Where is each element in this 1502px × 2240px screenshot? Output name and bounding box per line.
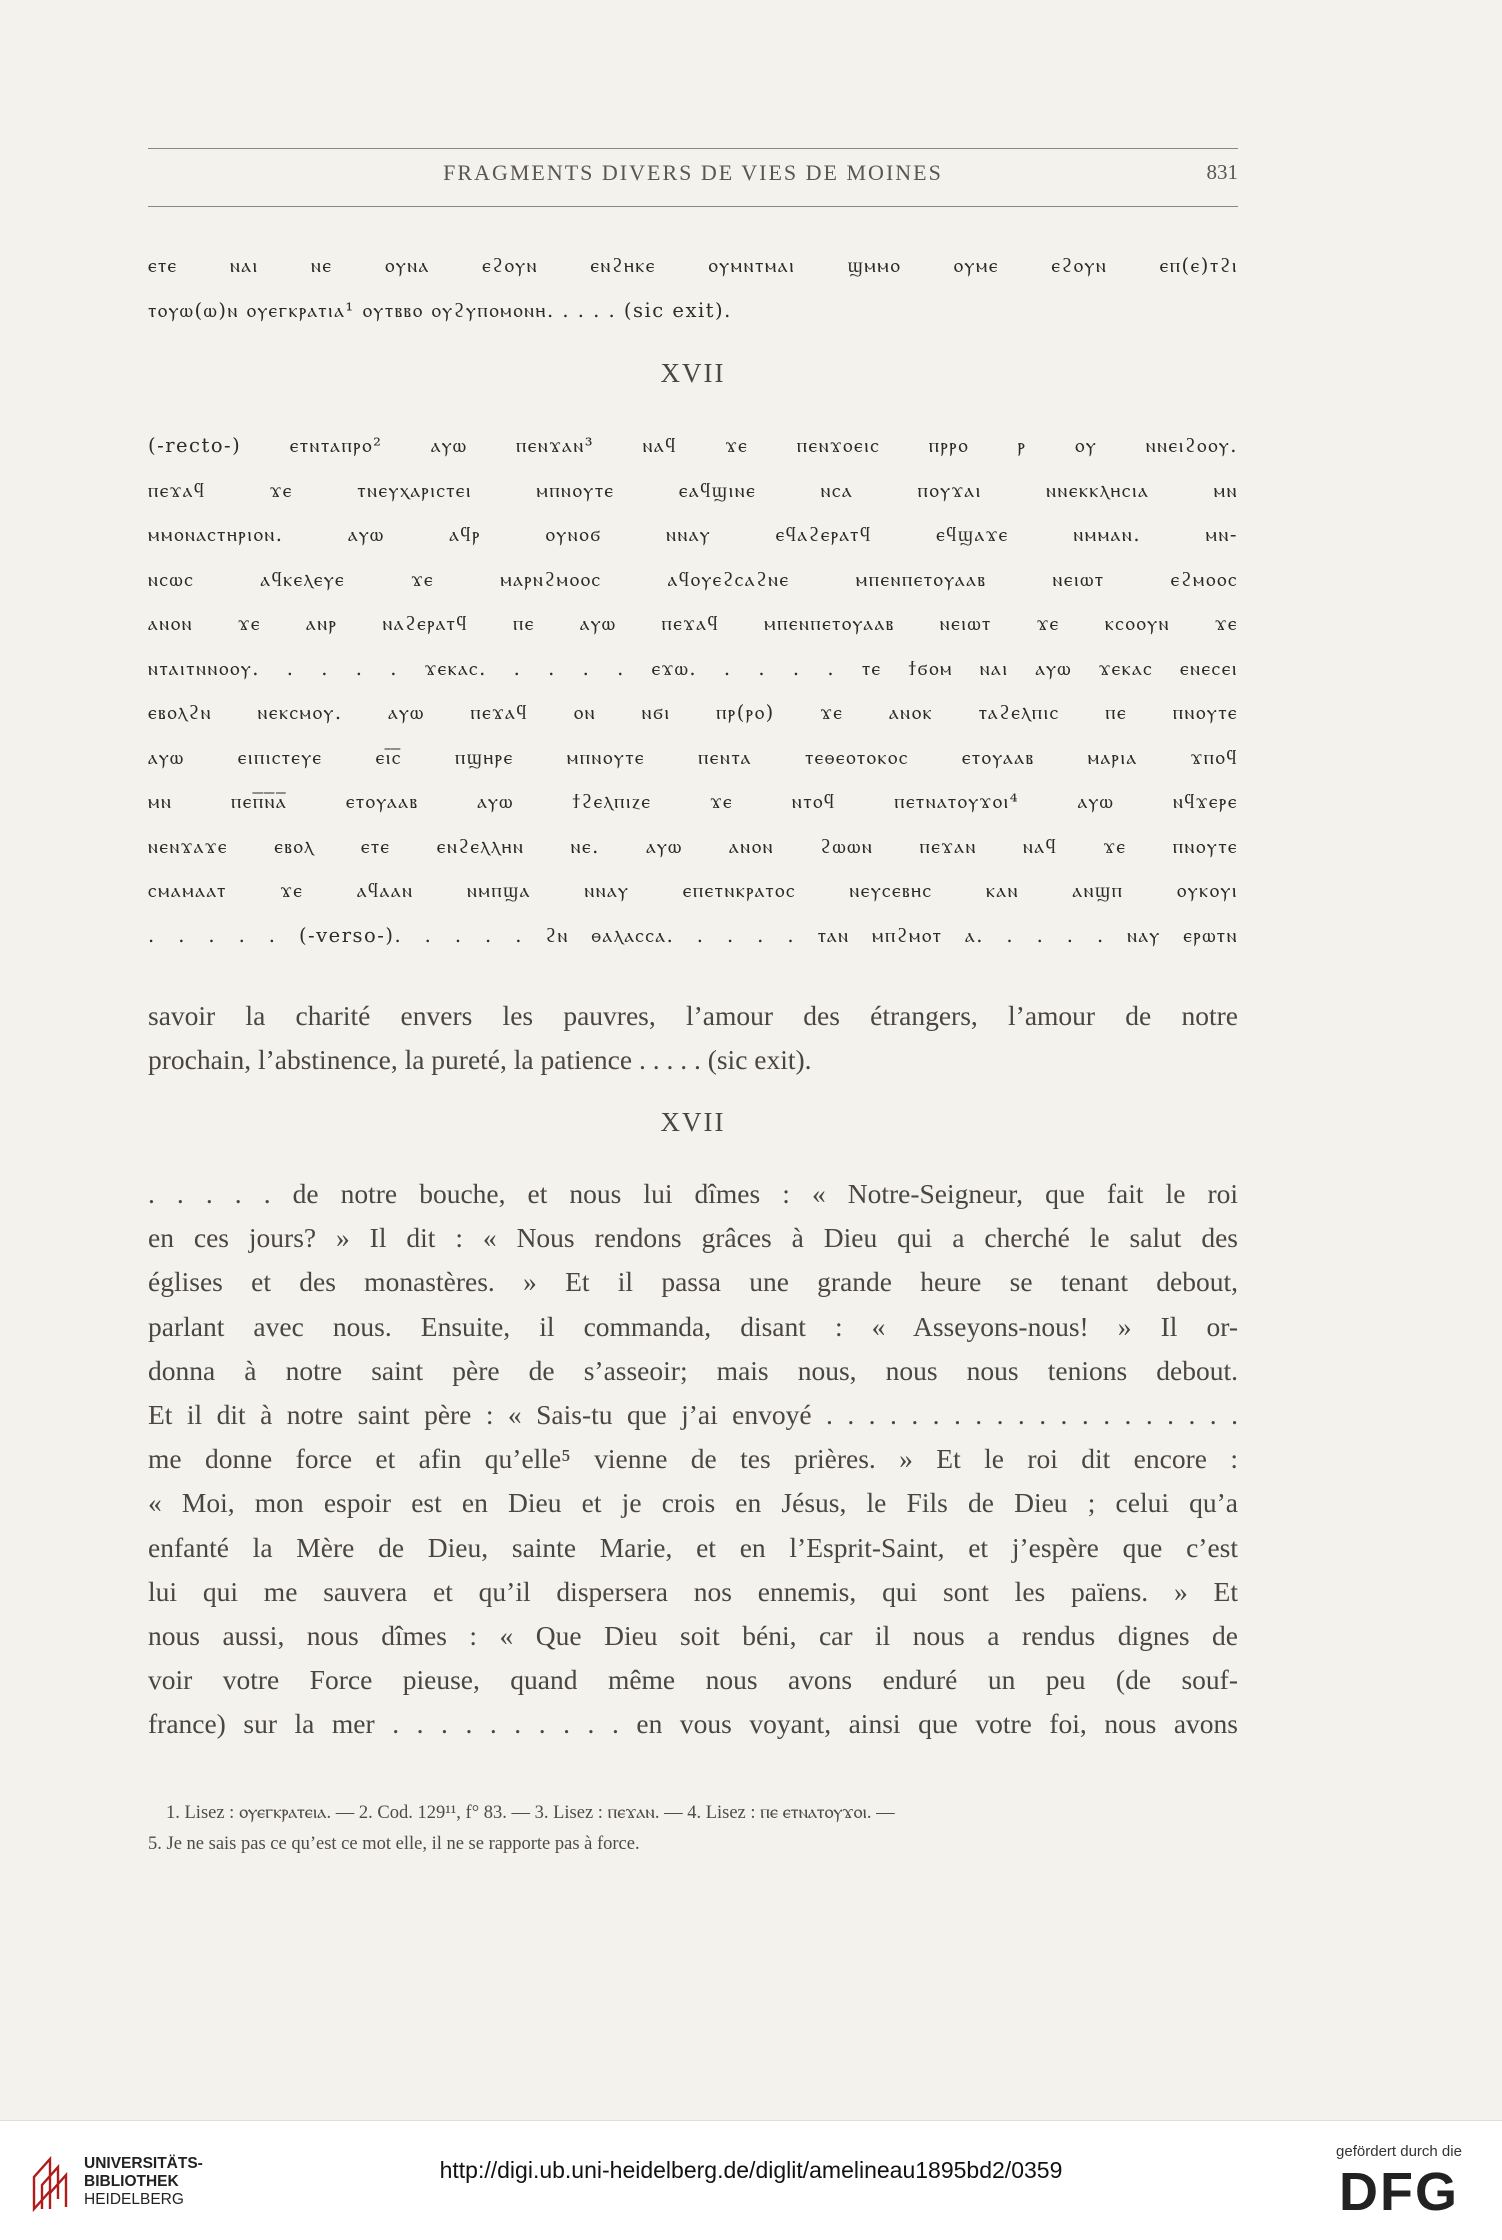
- french-text-main: [148, 1172, 1238, 1746]
- text-line: nous aussi, nous dîmes : « Que Dieu soit béni, car il nous a rendus dignes de: [148, 1619, 1238, 1651]
- text-line: ⲛⲉⲛϫⲁϫⲉ ⲉⲃⲟⲗ ⲉⲧⲉ ⲉⲛϩⲉⲗⲗⲏⲛ ⲛⲉ. ⲁⲩⲱ ⲁⲛⲟⲛ ϩⲱⲱⲛ ⲡⲉϫⲁⲛ ⲛⲁϥ ϫⲉ ⲡⲛⲟⲩⲧⲉ: [148, 834, 1238, 858]
- sponsor-block: [1324, 2143, 1474, 2220]
- footnotes: [148, 1798, 1238, 1860]
- text-line: ⲁⲩⲱ ⲉⲓⲡⲓⲥⲧⲉⲩⲉ ⲉⲓ̅ⲥ̅ ⲡϣⲏⲣⲉ ⲙⲡⲛⲟⲩⲧⲉ ⲡⲉⲛⲧⲁ ⲧⲉⲑⲉⲟⲧⲟⲕⲟⲥ ⲉⲧⲟⲩⲁⲁⲃ ⲙⲁⲣⲓⲁ ϫⲡⲟϥ: [148, 745, 1238, 769]
- viewer-footer: [0, 2120, 1502, 2240]
- text-line: ⲥⲙⲁⲙⲁⲁⲧ ϫⲉ ⲁϥⲁⲁⲛ ⲛⲙⲡϣⲁ ⲛⲛⲁⲩ ⲉⲡⲉⲧⲛⲕⲣⲁⲧⲟⲥ ⲛⲉⲩⲥⲉⲃⲏⲥ ⲕⲁⲛ ⲁⲛϣⲡ ⲟⲩⲕⲟⲩⲓ: [148, 879, 1238, 902]
- sponsor-label: gefördert durch die: [1336, 2143, 1462, 2160]
- text-line: savoir la charité envers les pauvres, l’amour des étrangers, l’amour de notre: [148, 1000, 1238, 1031]
- text-line: ⲛⲧⲁⲓⲧⲛⲛⲟⲟⲩ. . . . . ϫⲉⲕⲁⲥ. . . . . ⲉϫⲱ. . . . . ⲧⲉ ϯϭⲟⲙ ⲛⲁⲓ ⲁⲩⲱ ϫⲉⲕⲁⲥ ⲉⲛⲉⲥⲉⲓ: [148, 656, 1238, 680]
- text-line: ⲉⲃⲟⲗϩⲛ ⲛⲉⲕⲥⲙⲟⲩ. ⲁⲩⲱ ⲡⲉϫⲁϥ ⲟⲛ ⲛϭⲓ ⲡⲣ(ⲣⲟ) ϫⲉ ⲁⲛⲟⲕ ⲧⲁϩⲉⲗⲡⲓⲥ ⲡⲉ ⲡⲛⲟⲩⲧⲉ: [148, 701, 1238, 724]
- text-line: églises et des monastères. » Et il passa une grande heure se tenant debout,: [148, 1266, 1238, 1298]
- text-line: ⲧⲟⲩⲱ(ⲱ)ⲛ ⲟⲩⲉⲅⲕⲣⲁⲧⲓⲁ¹ ⲟⲩⲧⲃⲃⲟ ⲟⲩϩⲩⲡⲟⲙⲟⲛⲏ. . . . . (sic exit).: [148, 298, 732, 322]
- text-line: prochain, l’abstinence, la pureté, la patience . . . . . (sic exit).: [148, 1044, 812, 1076]
- dfg-logo: DFG: [1339, 2162, 1459, 2222]
- library-name-line: UNIVERSITÄTS-: [84, 2155, 203, 2172]
- text-line: lui qui me sauvera et qu’il dispersera nos ennemis, qui sont les païens. » Et: [148, 1575, 1238, 1607]
- text-line: donna à notre saint père de s’asseoir; mais nous, nous nous tenions debout.: [148, 1354, 1238, 1386]
- coptic-text-main: [148, 424, 1238, 958]
- text-line: ⲁⲛⲟⲛ ϫⲉ ⲁⲛⲣ ⲛⲁϩⲉⲣⲁⲧϥ ⲡⲉ ⲁⲩⲱ ⲡⲉϫⲁϥ ⲙⲡⲉⲛⲡⲉⲧⲟⲩⲁⲁⲃ ⲛⲉⲓⲱⲧ ϫⲉ ⲕⲥⲟⲟⲩⲛ ϫⲉ: [148, 612, 1238, 635]
- text-line: enfanté la Mère de Dieu, sainte Marie, et en l’Esprit-Saint, et j’espère que c’est: [148, 1531, 1238, 1563]
- footnote-line: 5. Je ne sais pas ce qu’est ce mot elle, il ne se rapporte pas à force.: [148, 1834, 640, 1854]
- footnote-line: 1. Lisez : ⲟⲩⲉⲅⲕⲣⲁⲧⲉⲓⲁ. — 2. Cod. 129¹¹, f° 83. — 3. Lisez : ⲡⲉϫⲁⲛ. — 4. Lisez : ⲡⲉ ⲉⲧⲛⲁⲧⲟⲩϫⲟⲓ. —: [166, 1803, 895, 1823]
- text-line: ⲛⲥⲱⲥ ⲁϥⲕⲉⲗⲉⲩⲉ ϫⲉ ⲙⲁⲣⲛϩⲙⲟⲟⲥ ⲁϥⲟⲩⲉϩⲥⲁϩⲛⲉ ⲙⲡⲉⲛⲡⲉⲧⲟⲩⲁⲁⲃ ⲛⲉⲓⲱⲧ ⲉϩⲙⲟⲟⲥ: [148, 567, 1238, 591]
- section-heading: XVII: [660, 1107, 726, 1137]
- text-line: ⲡⲉϫⲁϥ ϫⲉ ⲧⲛⲉⲩⲭⲁⲣⲓⲥⲧⲉⲓ ⲙⲡⲛⲟⲩⲧⲉ ⲉⲁϥϣⲓⲛⲉ ⲛⲥⲁ ⲡⲟⲩϫⲁⲓ ⲛⲛⲉⲕⲕⲗⲏⲥⲓⲁ ⲙⲛ: [148, 478, 1238, 502]
- text-line: ⲙⲛ ⲡⲉⲡ̅ⲛ̅ⲁ̅ ⲉⲧⲟⲩⲁⲁⲃ ⲁⲩⲱ ϯϩⲉⲗⲡⲓⲍⲉ ϫⲉ ⲛⲧⲟϥ ⲡⲉⲧⲛⲁⲧⲟⲩϫⲟⲓ⁴ ⲁⲩⲱ ⲛϥϫⲉⲣⲉ: [148, 790, 1238, 813]
- text-line: « Moi, mon espoir est en Dieu et je crois en Jésus, le Fils de Dieu ; celui qu’a: [148, 1487, 1238, 1519]
- text-line: ⲉⲧⲉ ⲛⲁⲓ ⲛⲉ ⲟⲩⲛⲁ ⲉϩⲟⲩⲛ ⲉⲛϩⲏⲕⲉ ⲟⲩⲙⲛⲧⲙⲁⲓ ϣⲙⲙⲟ ⲟⲩⲙⲉ ⲉϩⲟⲩⲛ ⲉⲡ(ⲉ)ⲧϩⲓ: [148, 254, 1238, 277]
- text-line: france) sur la mer . . . . . . . . . . en vous voyant, ainsi que votre foi, nous avons: [148, 1708, 1238, 1740]
- header-rule-top: [148, 148, 1238, 149]
- library-name-line: HEIDELBERG: [84, 2191, 184, 2208]
- text-line: Et il dit à notre saint père : « Sais-tu que j’ai envoyé . . . . . . . . . . . . . . . . . . . .: [148, 1398, 1238, 1430]
- running-title: FRAGMENTS DIVERS DE VIES DE MOINES: [443, 160, 943, 185]
- text-line: (-recto-) ⲉⲧⲛⲧⲁⲡⲣⲟ² ⲁⲩⲱ ⲡⲉⲛϫⲁⲛ³ ⲛⲁϥ ϫⲉ ⲡⲉⲛϫⲟⲉⲓⲥ ⲡⲣⲣⲟ ⲣ ⲟⲩ ⲛⲛⲉⲓϩⲟⲟⲩ.: [148, 434, 1238, 457]
- text-line: . . . . . de notre bouche, et nous lui dîmes : « Notre-Seigneur, que fait le roi: [148, 1178, 1238, 1209]
- french-text-top: [148, 994, 1238, 1082]
- page-number: 831: [1206, 160, 1238, 184]
- coptic-text-top: [148, 244, 1238, 333]
- text-line: voir votre Force pieuse, quand même nous avons enduré un peu (de souf-: [148, 1664, 1238, 1696]
- text-line: me donne force et afin qu’elle⁵ vienne de tes prières. » Et le roi dit encore :: [148, 1443, 1238, 1475]
- library-name-line: BIBLIOTHEK: [84, 2173, 179, 2190]
- section-heading: XVII: [660, 358, 726, 388]
- permalink-url[interactable]: http://digi.ub.uni-heidelberg.de/diglit/amelineau1895bd2/0359: [439, 2157, 1063, 2183]
- header-rule-bottom: [148, 206, 1238, 207]
- text-line: parlant avec nous. Ensuite, il commanda, disant : « Asseyons-nous! » Il or-: [148, 1310, 1238, 1342]
- text-line: en ces jours? » Il dit : « Nous rendons grâces à Dieu qui a cherché le salut des: [148, 1222, 1238, 1254]
- text-line: . . . . . (-verso-). . . . . ϩⲛ ⲑⲁⲗⲁⲥⲥⲁ. . . . . ⲧⲁⲛ ⲙⲡϩⲙⲟⲧ ⲁ. . . . . ⲛⲁⲩ ⲉⲣⲱⲧⲛ: [148, 923, 1238, 947]
- page-header: [148, 160, 1238, 194]
- text-line: ⲙⲙⲟⲛⲁⲥⲧⲏⲣⲓⲟⲛ. ⲁⲩⲱ ⲁϥⲣ ⲟⲩⲛⲟϭ ⲛⲛⲁⲩ ⲉϥⲁϩⲉⲣⲁⲧϥ ⲉϥϣⲁϫⲉ ⲛⲙⲙⲁⲛ. ⲙⲛ-: [148, 523, 1238, 546]
